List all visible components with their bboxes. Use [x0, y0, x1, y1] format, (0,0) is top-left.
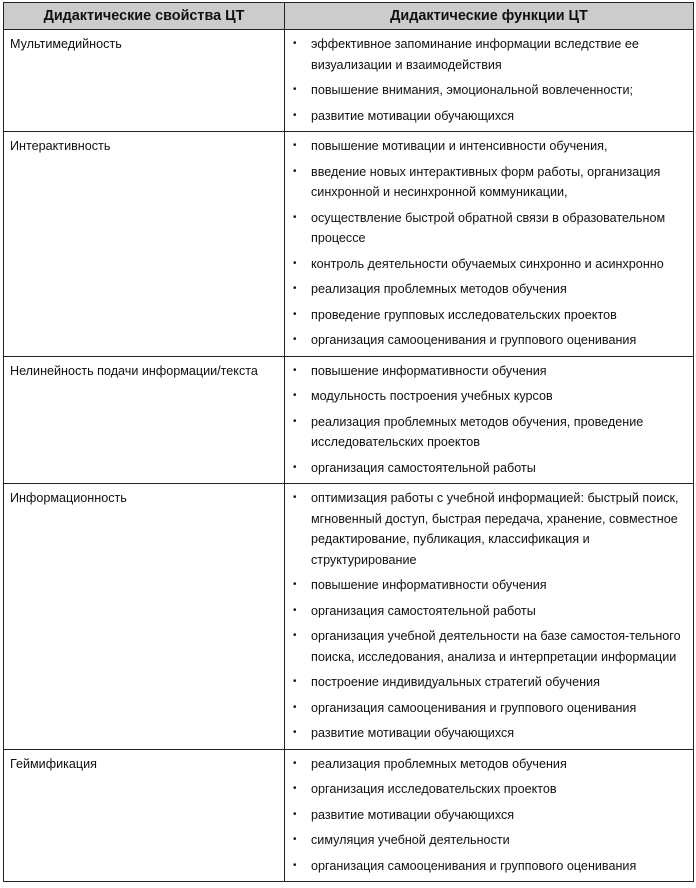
- bullet-icon: •: [293, 364, 297, 376]
- bullet-icon: •: [293, 701, 297, 713]
- bullet-icon: •: [293, 461, 297, 473]
- bullet-icon: •: [293, 308, 297, 320]
- bullet-icon: •: [293, 859, 297, 871]
- function-text: повышение информативности обучения: [311, 578, 547, 592]
- function-text: организация самостоятельной работы: [311, 603, 536, 618]
- bullet-icon: •: [293, 783, 297, 794]
- list-item: [293, 361, 685, 382]
- list-item: [293, 412, 685, 453]
- function-text: модульность построения учебных курсов: [311, 389, 553, 403]
- list-item: [293, 856, 685, 877]
- functions-list: [293, 34, 685, 126]
- list-item: [293, 34, 685, 75]
- bullet-icon: •: [293, 390, 297, 401]
- list-item: [293, 672, 685, 693]
- table-row: [4, 749, 694, 882]
- functions-cell: [285, 30, 694, 132]
- list-item: [293, 136, 685, 157]
- bullet-icon: •: [293, 492, 297, 503]
- list-item: [293, 208, 685, 249]
- bullet-icon: •: [293, 604, 297, 616]
- bullet-icon: •: [293, 727, 297, 738]
- function-text: осуществление быстрой обратной связи в образовательном процессе: [311, 210, 666, 245]
- function-text: введение новых интерактивных форм работы, организация синхронной и несинхронной коммуникации,: [311, 164, 661, 199]
- function-text: развитие мотивации обучающихся: [311, 726, 515, 740]
- function-text: развитие мотивации обучающихся: [311, 108, 515, 123]
- bullet-icon: •: [293, 283, 297, 294]
- function-text: организация самостоятельной работы: [311, 460, 536, 475]
- property-cell: Нелинейность подачи информации/текста: [4, 356, 285, 484]
- property-cell: Геймификация: [4, 749, 285, 882]
- table-row: [4, 484, 694, 750]
- functions-list: [293, 488, 685, 744]
- table-row: [4, 30, 694, 132]
- functions-list: [293, 136, 685, 351]
- function-text: организация самооценивания и группового оценивания: [311, 858, 637, 873]
- bullet-icon: •: [293, 630, 297, 641]
- function-text: повышение мотивации и интенсивности обучения,: [311, 139, 608, 153]
- bullet-icon: •: [293, 84, 297, 95]
- bullet-icon: •: [293, 165, 297, 177]
- functions-cell: [285, 484, 694, 750]
- list-item: [293, 458, 685, 479]
- functions-cell: [285, 356, 694, 484]
- function-text: повышение внимания, эмоциональной вовлеченности;: [311, 83, 633, 97]
- bullet-icon: •: [293, 579, 297, 590]
- bullet-icon: •: [293, 211, 297, 223]
- bullet-icon: •: [293, 808, 297, 820]
- function-text: проведение групповых исследовательских проектов: [311, 307, 617, 322]
- bullet-icon: •: [293, 757, 297, 769]
- functions-cell: [285, 132, 694, 357]
- property-cell: Информационность: [4, 484, 285, 750]
- function-text: организация самооценивания и группового оценивания: [311, 333, 637, 347]
- function-text: эффективное запоминание информации вследствие ее визуализации и взаимодействия: [311, 37, 639, 72]
- bullet-icon: •: [293, 109, 297, 121]
- function-text: реализация проблемных методов обучения: [311, 282, 567, 296]
- list-item: [293, 754, 685, 775]
- bullet-icon: •: [293, 676, 297, 687]
- bullet-icon: •: [293, 38, 297, 49]
- function-text: повышение информативности обучения: [311, 363, 547, 378]
- list-item: [293, 106, 685, 127]
- list-item: [293, 723, 685, 744]
- function-text: реализация проблемных методов обучения, проведение исследовательских проектов: [311, 414, 644, 449]
- header-functions: Дидактические функции ЦТ: [285, 3, 694, 30]
- list-item: [293, 575, 685, 596]
- functions-cell: [285, 749, 694, 882]
- list-item: [293, 279, 685, 300]
- list-item: [293, 601, 685, 622]
- function-text: организация исследовательских проектов: [311, 782, 557, 796]
- function-text: построение индивидуальных стратегий обучения: [311, 675, 600, 689]
- property-cell: Мультимедийность: [4, 30, 285, 132]
- functions-list: [293, 754, 685, 877]
- bullet-icon: •: [293, 415, 297, 427]
- function-text: развитие мотивации обучающихся: [311, 807, 515, 822]
- function-text: организация самооценивания и группового оценивания: [311, 700, 637, 715]
- list-item: [293, 805, 685, 826]
- functions-list: [293, 361, 685, 479]
- bullet-icon: •: [293, 257, 297, 269]
- list-item: [293, 830, 685, 851]
- function-text: оптимизация работы с учебной информацией: быстрый поиск, мгновенный доступ, быстрая передача, хранение, совместное редактирование, публикация, классификация и структурирование: [311, 491, 679, 567]
- list-item: [293, 305, 685, 326]
- list-item: [293, 162, 685, 203]
- property-cell: Интерактивность: [4, 132, 285, 357]
- list-item: [293, 488, 685, 570]
- function-text: симуляция учебной деятельности: [311, 833, 510, 847]
- function-text: реализация проблемных методов обучения: [311, 756, 567, 771]
- bullet-icon: •: [293, 140, 297, 151]
- list-item: [293, 779, 685, 800]
- list-item: [293, 386, 685, 407]
- list-item: [293, 254, 685, 275]
- header-properties: Дидактические свойства ЦТ: [4, 3, 285, 30]
- table-row: [4, 356, 694, 484]
- function-text: контроль деятельности обучаемых синхронно и асинхронно: [311, 256, 664, 271]
- function-text: организация учебной деятельности на базе самостоя-тельного поиска, исследования, анализа и интерпретации информации: [311, 629, 681, 664]
- bullet-icon: •: [293, 334, 297, 345]
- table-header-row: [4, 3, 694, 30]
- bullet-icon: •: [293, 834, 297, 845]
- list-item: [293, 626, 685, 667]
- list-item: [293, 330, 685, 351]
- table-body: [4, 30, 694, 882]
- list-item: [293, 698, 685, 719]
- didactic-properties-table: [3, 2, 694, 882]
- list-item: [293, 80, 685, 101]
- table-row: [4, 132, 694, 357]
